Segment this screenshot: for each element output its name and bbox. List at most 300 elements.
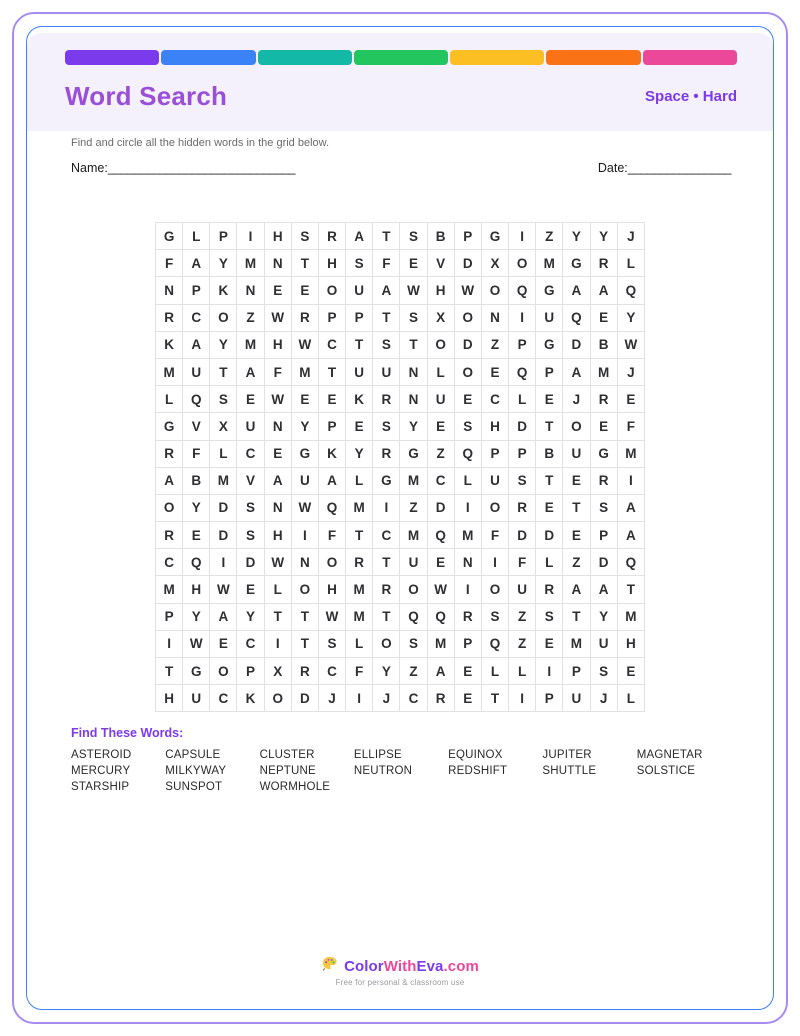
grid-cell-r7-c5[interactable]: W	[264, 386, 291, 413]
grid-cell-r11-c8[interactable]: M	[346, 494, 373, 521]
grid-cell-r11-c12[interactable]: I	[454, 494, 481, 521]
grid-cell-r1-c3[interactable]: P	[210, 223, 237, 250]
grid-cell-r7-c17[interactable]: R	[590, 386, 617, 413]
grid-cell-r1-c5[interactable]: H	[264, 223, 291, 250]
grid-cell-r11-c7[interactable]: Q	[318, 494, 345, 521]
grid-cell-r7-c15[interactable]: E	[536, 386, 563, 413]
grid-cell-r6-c11[interactable]: L	[427, 358, 454, 385]
grid-cell-r8-c18[interactable]: F	[617, 413, 644, 440]
grid-cell-r3-c2[interactable]: P	[183, 277, 210, 304]
grid-cell-r9-c13[interactable]: P	[481, 440, 508, 467]
grid-cell-r5-c11[interactable]: O	[427, 331, 454, 358]
grid-cell-r12-c6[interactable]: I	[291, 522, 318, 549]
grid-cell-r18-c7[interactable]: J	[318, 685, 345, 712]
grid-cell-r9-c11[interactable]: Z	[427, 440, 454, 467]
grid-cell-r16-c10[interactable]: S	[400, 630, 427, 657]
grid-cell-r13-c16[interactable]: Z	[563, 549, 590, 576]
grid-cell-r3-c14[interactable]: Q	[509, 277, 536, 304]
grid-cell-r8-c8[interactable]: E	[346, 413, 373, 440]
grid-cell-r6-c15[interactable]: P	[536, 358, 563, 385]
grid-cell-r4-c9[interactable]: T	[373, 304, 400, 331]
grid-cell-r1-c4[interactable]: I	[237, 223, 264, 250]
grid-cell-r3-c8[interactable]: U	[346, 277, 373, 304]
grid-cell-r3-c13[interactable]: O	[481, 277, 508, 304]
grid-cell-r14-c5[interactable]: L	[264, 576, 291, 603]
grid-cell-r8-c13[interactable]: H	[481, 413, 508, 440]
grid-cell-r7-c14[interactable]: L	[509, 386, 536, 413]
grid-cell-r15-c18[interactable]: M	[617, 603, 644, 630]
grid-cell-r7-c6[interactable]: E	[291, 386, 318, 413]
grid-cell-r8-c14[interactable]: D	[509, 413, 536, 440]
grid-cell-r11-c15[interactable]: E	[536, 494, 563, 521]
grid-cell-r10-c18[interactable]: I	[617, 467, 644, 494]
grid-cell-r10-c5[interactable]: A	[264, 467, 291, 494]
grid-cell-r10-c12[interactable]: L	[454, 467, 481, 494]
grid-cell-r13-c18[interactable]: Q	[617, 549, 644, 576]
grid-cell-r3-c11[interactable]: H	[427, 277, 454, 304]
grid-cell-r15-c6[interactable]: T	[291, 603, 318, 630]
grid-cell-r13-c8[interactable]: R	[346, 549, 373, 576]
grid-cell-r14-c16[interactable]: A	[563, 576, 590, 603]
grid-cell-r8-c2[interactable]: V	[183, 413, 210, 440]
wordlist-item[interactable]: EQUINOX	[448, 749, 503, 761]
grid-cell-r3-c15[interactable]: G	[536, 277, 563, 304]
grid-cell-r5-c16[interactable]: D	[563, 331, 590, 358]
grid-cell-r17-c13[interactable]: L	[481, 658, 508, 685]
grid-cell-r1-c16[interactable]: Y	[563, 223, 590, 250]
wordlist-item[interactable]: SUNSPOT	[165, 781, 223, 793]
grid-cell-r1-c11[interactable]: B	[427, 223, 454, 250]
grid-cell-r4-c14[interactable]: I	[509, 304, 536, 331]
grid-cell-r14-c17[interactable]: A	[590, 576, 617, 603]
grid-cell-r5-c5[interactable]: H	[264, 331, 291, 358]
grid-cell-r11-c6[interactable]: W	[291, 494, 318, 521]
grid-cell-r13-c2[interactable]: Q	[183, 549, 210, 576]
grid-cell-r14-c3[interactable]: W	[210, 576, 237, 603]
grid-cell-r17-c10[interactable]: Z	[400, 658, 427, 685]
grid-cell-r5-c9[interactable]: S	[373, 331, 400, 358]
grid-cell-r2-c1[interactable]: F	[156, 250, 183, 277]
grid-cell-r18-c8[interactable]: I	[346, 685, 373, 712]
grid-cell-r8-c11[interactable]: E	[427, 413, 454, 440]
grid-cell-r17-c14[interactable]: L	[509, 658, 536, 685]
grid-cell-r4-c4[interactable]: Z	[237, 304, 264, 331]
grid-cell-r13-c17[interactable]: D	[590, 549, 617, 576]
grid-cell-r15-c17[interactable]: Y	[590, 603, 617, 630]
wordlist-item[interactable]: ELLIPSE	[353, 749, 402, 761]
grid-cell-r17-c7[interactable]: C	[318, 658, 345, 685]
grid-cell-r2-c18[interactable]: L	[617, 250, 644, 277]
grid-cell-r3-c6[interactable]: E	[291, 277, 318, 304]
grid-cell-r3-c10[interactable]: W	[400, 277, 427, 304]
grid-cell-r8-c5[interactable]: N	[264, 413, 291, 440]
grid-cell-r17-c9[interactable]: Y	[373, 658, 400, 685]
name-field[interactable]	[71, 161, 295, 175]
grid-cell-r5-c7[interactable]: C	[318, 331, 345, 358]
grid-cell-r15-c9[interactable]: T	[373, 603, 400, 630]
grid-cell-r3-c12[interactable]: W	[454, 277, 481, 304]
grid-cell-r4-c12[interactable]: O	[454, 304, 481, 331]
wordlist-item[interactable]: MILKYWAY	[165, 765, 227, 777]
grid-cell-r3-c3[interactable]: K	[210, 277, 237, 304]
grid-cell-r4-c2[interactable]: C	[183, 304, 210, 331]
grid-cell-r16-c11[interactable]: M	[427, 630, 454, 657]
grid-cell-r2-c14[interactable]: O	[509, 250, 536, 277]
grid-cell-r10-c13[interactable]: U	[481, 467, 508, 494]
grid-cell-r8-c10[interactable]: Y	[400, 413, 427, 440]
grid-cell-r6-c1[interactable]: M	[156, 358, 183, 385]
wordlist-item[interactable]: NEPTUNE	[259, 765, 316, 777]
grid-cell-r17-c15[interactable]: I	[536, 658, 563, 685]
grid-cell-r16-c12[interactable]: P	[454, 630, 481, 657]
grid-cell-r4-c17[interactable]: E	[590, 304, 617, 331]
grid-cell-r15-c1[interactable]: P	[156, 603, 183, 630]
grid-cell-r8-c3[interactable]: X	[210, 413, 237, 440]
grid-cell-r18-c14[interactable]: I	[509, 685, 536, 712]
grid-cell-r6-c2[interactable]: U	[183, 358, 210, 385]
grid-cell-r6-c10[interactable]: N	[400, 358, 427, 385]
grid-cell-r13-c3[interactable]: I	[210, 549, 237, 576]
wordlist-item[interactable]: REDSHIFT	[448, 765, 508, 777]
grid-cell-r4-c3[interactable]: O	[210, 304, 237, 331]
grid-cell-r10-c2[interactable]: B	[183, 467, 210, 494]
grid-cell-r18-c10[interactable]: C	[400, 685, 427, 712]
grid-cell-r14-c11[interactable]: W	[427, 576, 454, 603]
grid-cell-r4-c8[interactable]: P	[346, 304, 373, 331]
grid-cell-r8-c9[interactable]: S	[373, 413, 400, 440]
grid-cell-r7-c4[interactable]: E	[237, 386, 264, 413]
grid-cell-r1-c2[interactable]: L	[183, 223, 210, 250]
grid-cell-r12-c4[interactable]: S	[237, 522, 264, 549]
grid-cell-r10-c16[interactable]: E	[563, 467, 590, 494]
grid-cell-r3-c4[interactable]: N	[237, 277, 264, 304]
grid-cell-r13-c4[interactable]: D	[237, 549, 264, 576]
grid-cell-r11-c13[interactable]: O	[481, 494, 508, 521]
grid-cell-r13-c1[interactable]: C	[156, 549, 183, 576]
grid-cell-r6-c4[interactable]: A	[237, 358, 264, 385]
grid-cell-r1-c1[interactable]: G	[156, 223, 183, 250]
grid-cell-r8-c12[interactable]: S	[454, 413, 481, 440]
grid-cell-r4-c5[interactable]: W	[264, 304, 291, 331]
grid-cell-r9-c2[interactable]: F	[183, 440, 210, 467]
grid-cell-r1-c13[interactable]: G	[481, 223, 508, 250]
grid-cell-r14-c9[interactable]: R	[373, 576, 400, 603]
grid-cell-r17-c17[interactable]: S	[590, 658, 617, 685]
grid-cell-r11-c5[interactable]: N	[264, 494, 291, 521]
grid-cell-r9-c8[interactable]: Y	[346, 440, 373, 467]
grid-cell-r15-c10[interactable]: Q	[400, 603, 427, 630]
grid-cell-r9-c12[interactable]: Q	[454, 440, 481, 467]
grid-cell-r2-c3[interactable]: Y	[210, 250, 237, 277]
wordlist-item[interactable]: MERCURY	[71, 765, 131, 777]
grid-cell-r5-c2[interactable]: A	[183, 331, 210, 358]
grid-cell-r14-c12[interactable]: I	[454, 576, 481, 603]
grid-cell-r12-c15[interactable]: D	[536, 522, 563, 549]
grid-cell-r17-c1[interactable]: T	[156, 658, 183, 685]
grid-cell-r14-c13[interactable]: O	[481, 576, 508, 603]
grid-cell-r16-c16[interactable]: M	[563, 630, 590, 657]
grid-cell-r1-c17[interactable]: Y	[590, 223, 617, 250]
grid-cell-r4-c6[interactable]: R	[291, 304, 318, 331]
grid-cell-r12-c16[interactable]: E	[563, 522, 590, 549]
grid-cell-r2-c17[interactable]: R	[590, 250, 617, 277]
grid-cell-r14-c14[interactable]: U	[509, 576, 536, 603]
grid-cell-r11-c14[interactable]: R	[509, 494, 536, 521]
grid-cell-r4-c13[interactable]: N	[481, 304, 508, 331]
wordlist-item[interactable]: SHUTTLE	[542, 765, 597, 777]
wordlist-item[interactable]: CAPSULE	[165, 749, 221, 761]
grid-cell-r1-c10[interactable]: S	[400, 223, 427, 250]
grid-cell-r16-c13[interactable]: Q	[481, 630, 508, 657]
grid-cell-r16-c2[interactable]: W	[183, 630, 210, 657]
date-field[interactable]	[598, 161, 731, 175]
grid-cell-r11-c2[interactable]: Y	[183, 494, 210, 521]
grid-cell-r18-c12[interactable]: E	[454, 685, 481, 712]
grid-cell-r3-c5[interactable]: E	[264, 277, 291, 304]
grid-cell-r11-c11[interactable]: D	[427, 494, 454, 521]
grid-cell-r8-c7[interactable]: P	[318, 413, 345, 440]
grid-cell-r15-c7[interactable]: W	[318, 603, 345, 630]
grid-cell-r18-c4[interactable]: K	[237, 685, 264, 712]
grid-cell-r10-c14[interactable]: S	[509, 467, 536, 494]
grid-cell-r4-c11[interactable]: X	[427, 304, 454, 331]
grid-cell-r15-c4[interactable]: Y	[237, 603, 264, 630]
grid-cell-r7-c3[interactable]: S	[210, 386, 237, 413]
grid-cell-r5-c6[interactable]: W	[291, 331, 318, 358]
grid-cell-r1-c8[interactable]: A	[346, 223, 373, 250]
grid-cell-r15-c16[interactable]: T	[563, 603, 590, 630]
grid-cell-r7-c1[interactable]: L	[156, 386, 183, 413]
grid-cell-r17-c4[interactable]: P	[237, 658, 264, 685]
grid-cell-r13-c5[interactable]: W	[264, 549, 291, 576]
grid-cell-r4-c18[interactable]: Y	[617, 304, 644, 331]
grid-cell-r18-c11[interactable]: R	[427, 685, 454, 712]
grid-cell-r2-c4[interactable]: M	[237, 250, 264, 277]
grid-cell-r11-c18[interactable]: A	[617, 494, 644, 521]
wordlist-item[interactable]: MAGNETAR	[636, 749, 703, 761]
grid-cell-r2-c11[interactable]: V	[427, 250, 454, 277]
grid-cell-r18-c2[interactable]: U	[183, 685, 210, 712]
grid-cell-r5-c13[interactable]: Z	[481, 331, 508, 358]
grid-cell-r15-c13[interactable]: S	[481, 603, 508, 630]
grid-cell-r18-c1[interactable]: H	[156, 685, 183, 712]
wordlist-item[interactable]: CLUSTER	[259, 749, 315, 761]
grid-cell-r7-c13[interactable]: C	[481, 386, 508, 413]
grid-cell-r4-c7[interactable]: P	[318, 304, 345, 331]
grid-cell-r1-c7[interactable]: R	[318, 223, 345, 250]
grid-cell-r4-c16[interactable]: Q	[563, 304, 590, 331]
grid-cell-r17-c12[interactable]: E	[454, 658, 481, 685]
grid-cell-r14-c4[interactable]: E	[237, 576, 264, 603]
grid-cell-r15-c8[interactable]: M	[346, 603, 373, 630]
grid-cell-r12-c3[interactable]: D	[210, 522, 237, 549]
grid-cell-r9-c1[interactable]: R	[156, 440, 183, 467]
grid-cell-r8-c4[interactable]: U	[237, 413, 264, 440]
grid-cell-r2-c2[interactable]: A	[183, 250, 210, 277]
grid-cell-r6-c17[interactable]: M	[590, 358, 617, 385]
grid-cell-r2-c12[interactable]: D	[454, 250, 481, 277]
grid-cell-r10-c11[interactable]: C	[427, 467, 454, 494]
grid-cell-r2-c9[interactable]: F	[373, 250, 400, 277]
grid-cell-r13-c7[interactable]: O	[318, 549, 345, 576]
wordlist-item[interactable]: SOLSTICE	[636, 765, 696, 777]
grid-cell-r12-c12[interactable]: M	[454, 522, 481, 549]
grid-cell-r13-c12[interactable]: N	[454, 549, 481, 576]
grid-cell-r12-c8[interactable]: T	[346, 522, 373, 549]
grid-cell-r3-c1[interactable]: N	[156, 277, 183, 304]
grid-cell-r7-c16[interactable]: J	[563, 386, 590, 413]
grid-cell-r14-c7[interactable]: H	[318, 576, 345, 603]
grid-cell-r15-c14[interactable]: Z	[509, 603, 536, 630]
grid-cell-r18-c6[interactable]: D	[291, 685, 318, 712]
grid-cell-r9-c7[interactable]: K	[318, 440, 345, 467]
grid-cell-r12-c14[interactable]: D	[509, 522, 536, 549]
grid-cell-r18-c5[interactable]: O	[264, 685, 291, 712]
grid-cell-r17-c18[interactable]: E	[617, 658, 644, 685]
grid-cell-r13-c11[interactable]: E	[427, 549, 454, 576]
grid-cell-r3-c7[interactable]: O	[318, 277, 345, 304]
grid-cell-r18-c16[interactable]: U	[563, 685, 590, 712]
grid-cell-r10-c9[interactable]: G	[373, 467, 400, 494]
grid-cell-r2-c6[interactable]: T	[291, 250, 318, 277]
word-search-grid[interactable]	[155, 222, 645, 712]
grid-cell-r10-c3[interactable]: M	[210, 467, 237, 494]
grid-cell-r16-c3[interactable]: E	[210, 630, 237, 657]
grid-cell-r12-c11[interactable]: Q	[427, 522, 454, 549]
grid-cell-r2-c7[interactable]: H	[318, 250, 345, 277]
grid-cell-r5-c8[interactable]: T	[346, 331, 373, 358]
grid-cell-r16-c14[interactable]: Z	[509, 630, 536, 657]
grid-cell-r9-c5[interactable]: E	[264, 440, 291, 467]
grid-cell-r8-c1[interactable]: G	[156, 413, 183, 440]
grid-cell-r15-c11[interactable]: Q	[427, 603, 454, 630]
grid-cell-r11-c1[interactable]: O	[156, 494, 183, 521]
grid-cell-r1-c18[interactable]: J	[617, 223, 644, 250]
grid-cell-r16-c17[interactable]: U	[590, 630, 617, 657]
grid-cell-r9-c10[interactable]: G	[400, 440, 427, 467]
grid-cell-r16-c4[interactable]: C	[237, 630, 264, 657]
grid-cell-r5-c18[interactable]: W	[617, 331, 644, 358]
grid-cell-r5-c14[interactable]: P	[509, 331, 536, 358]
grid-cell-r10-c8[interactable]: L	[346, 467, 373, 494]
grid-cell-r13-c13[interactable]: I	[481, 549, 508, 576]
grid-cell-r2-c8[interactable]: S	[346, 250, 373, 277]
grid-cell-r6-c14[interactable]: Q	[509, 358, 536, 385]
grid-cell-r10-c10[interactable]: M	[400, 467, 427, 494]
grid-cell-r15-c2[interactable]: Y	[183, 603, 210, 630]
grid-cell-r5-c17[interactable]: B	[590, 331, 617, 358]
grid-cell-r17-c6[interactable]: R	[291, 658, 318, 685]
wordlist-item[interactable]: ASTEROID	[71, 749, 132, 761]
grid-cell-r4-c1[interactable]: R	[156, 304, 183, 331]
grid-cell-r12-c1[interactable]: R	[156, 522, 183, 549]
grid-cell-r18-c13[interactable]: T	[481, 685, 508, 712]
grid-cell-r18-c15[interactable]: P	[536, 685, 563, 712]
grid-cell-r12-c5[interactable]: H	[264, 522, 291, 549]
grid-cell-r8-c17[interactable]: E	[590, 413, 617, 440]
grid-cell-r17-c11[interactable]: A	[427, 658, 454, 685]
grid-cell-r12-c18[interactable]: A	[617, 522, 644, 549]
grid-cell-r7-c10[interactable]: N	[400, 386, 427, 413]
grid-cell-r12-c17[interactable]: P	[590, 522, 617, 549]
grid-cell-r11-c3[interactable]: D	[210, 494, 237, 521]
grid-cell-r6-c13[interactable]: E	[481, 358, 508, 385]
grid-cell-r7-c11[interactable]: U	[427, 386, 454, 413]
grid-cell-r18-c17[interactable]: J	[590, 685, 617, 712]
grid-cell-r7-c9[interactable]: R	[373, 386, 400, 413]
grid-cell-r9-c3[interactable]: L	[210, 440, 237, 467]
grid-cell-r17-c8[interactable]: F	[346, 658, 373, 685]
grid-cell-r9-c14[interactable]: P	[509, 440, 536, 467]
grid-cell-r10-c1[interactable]: A	[156, 467, 183, 494]
grid-cell-r7-c18[interactable]: E	[617, 386, 644, 413]
grid-cell-r14-c15[interactable]: R	[536, 576, 563, 603]
wordlist-item[interactable]: NEUTRON	[353, 765, 413, 777]
grid-cell-r2-c16[interactable]: G	[563, 250, 590, 277]
grid-cell-r8-c15[interactable]: T	[536, 413, 563, 440]
grid-cell-r18-c9[interactable]: J	[373, 685, 400, 712]
grid-cell-r9-c17[interactable]: G	[590, 440, 617, 467]
grid-cell-r18-c18[interactable]: L	[617, 685, 644, 712]
grid-cell-r15-c5[interactable]: T	[264, 603, 291, 630]
grid-cell-r14-c1[interactable]: M	[156, 576, 183, 603]
grid-cell-r1-c14[interactable]: I	[509, 223, 536, 250]
grid-cell-r14-c18[interactable]: T	[617, 576, 644, 603]
grid-cell-r3-c18[interactable]: Q	[617, 277, 644, 304]
grid-cell-r1-c9[interactable]: T	[373, 223, 400, 250]
grid-cell-r2-c10[interactable]: E	[400, 250, 427, 277]
grid-cell-r9-c6[interactable]: G	[291, 440, 318, 467]
grid-cell-r2-c15[interactable]: M	[536, 250, 563, 277]
grid-cell-r16-c6[interactable]: T	[291, 630, 318, 657]
grid-cell-r6-c12[interactable]: O	[454, 358, 481, 385]
grid-cell-r13-c10[interactable]: U	[400, 549, 427, 576]
grid-cell-r11-c17[interactable]: S	[590, 494, 617, 521]
grid-cell-r16-c9[interactable]: O	[373, 630, 400, 657]
grid-cell-r14-c6[interactable]: O	[291, 576, 318, 603]
grid-cell-r13-c9[interactable]: T	[373, 549, 400, 576]
grid-cell-r3-c17[interactable]: A	[590, 277, 617, 304]
grid-cell-r13-c14[interactable]: F	[509, 549, 536, 576]
wordlist-item[interactable]: WORMHOLE	[259, 781, 331, 793]
grid-cell-r11-c4[interactable]: S	[237, 494, 264, 521]
grid-cell-r10-c17[interactable]: R	[590, 467, 617, 494]
grid-cell-r16-c15[interactable]: E	[536, 630, 563, 657]
grid-cell-r6-c18[interactable]: J	[617, 358, 644, 385]
grid-cell-r5-c15[interactable]: G	[536, 331, 563, 358]
grid-cell-r5-c12[interactable]: D	[454, 331, 481, 358]
grid-cell-r5-c3[interactable]: Y	[210, 331, 237, 358]
grid-cell-r15-c15[interactable]: S	[536, 603, 563, 630]
grid-cell-r4-c10[interactable]: S	[400, 304, 427, 331]
grid-cell-r5-c10[interactable]: T	[400, 331, 427, 358]
grid-cell-r5-c1[interactable]: K	[156, 331, 183, 358]
grid-cell-r15-c3[interactable]: A	[210, 603, 237, 630]
grid-cell-r2-c5[interactable]: N	[264, 250, 291, 277]
grid-cell-r14-c10[interactable]: O	[400, 576, 427, 603]
grid-cell-r1-c15[interactable]: Z	[536, 223, 563, 250]
grid-cell-r11-c16[interactable]: T	[563, 494, 590, 521]
grid-cell-r11-c9[interactable]: I	[373, 494, 400, 521]
grid-cell-r17-c16[interactable]: P	[563, 658, 590, 685]
grid-cell-r12-c2[interactable]: E	[183, 522, 210, 549]
grid-cell-r17-c3[interactable]: O	[210, 658, 237, 685]
wordlist-item[interactable]: STARSHIP	[71, 781, 130, 793]
grid-cell-r16-c7[interactable]: S	[318, 630, 345, 657]
grid-cell-r6-c6[interactable]: M	[291, 358, 318, 385]
grid-cell-r7-c12[interactable]: E	[454, 386, 481, 413]
grid-cell-r12-c13[interactable]: F	[481, 522, 508, 549]
